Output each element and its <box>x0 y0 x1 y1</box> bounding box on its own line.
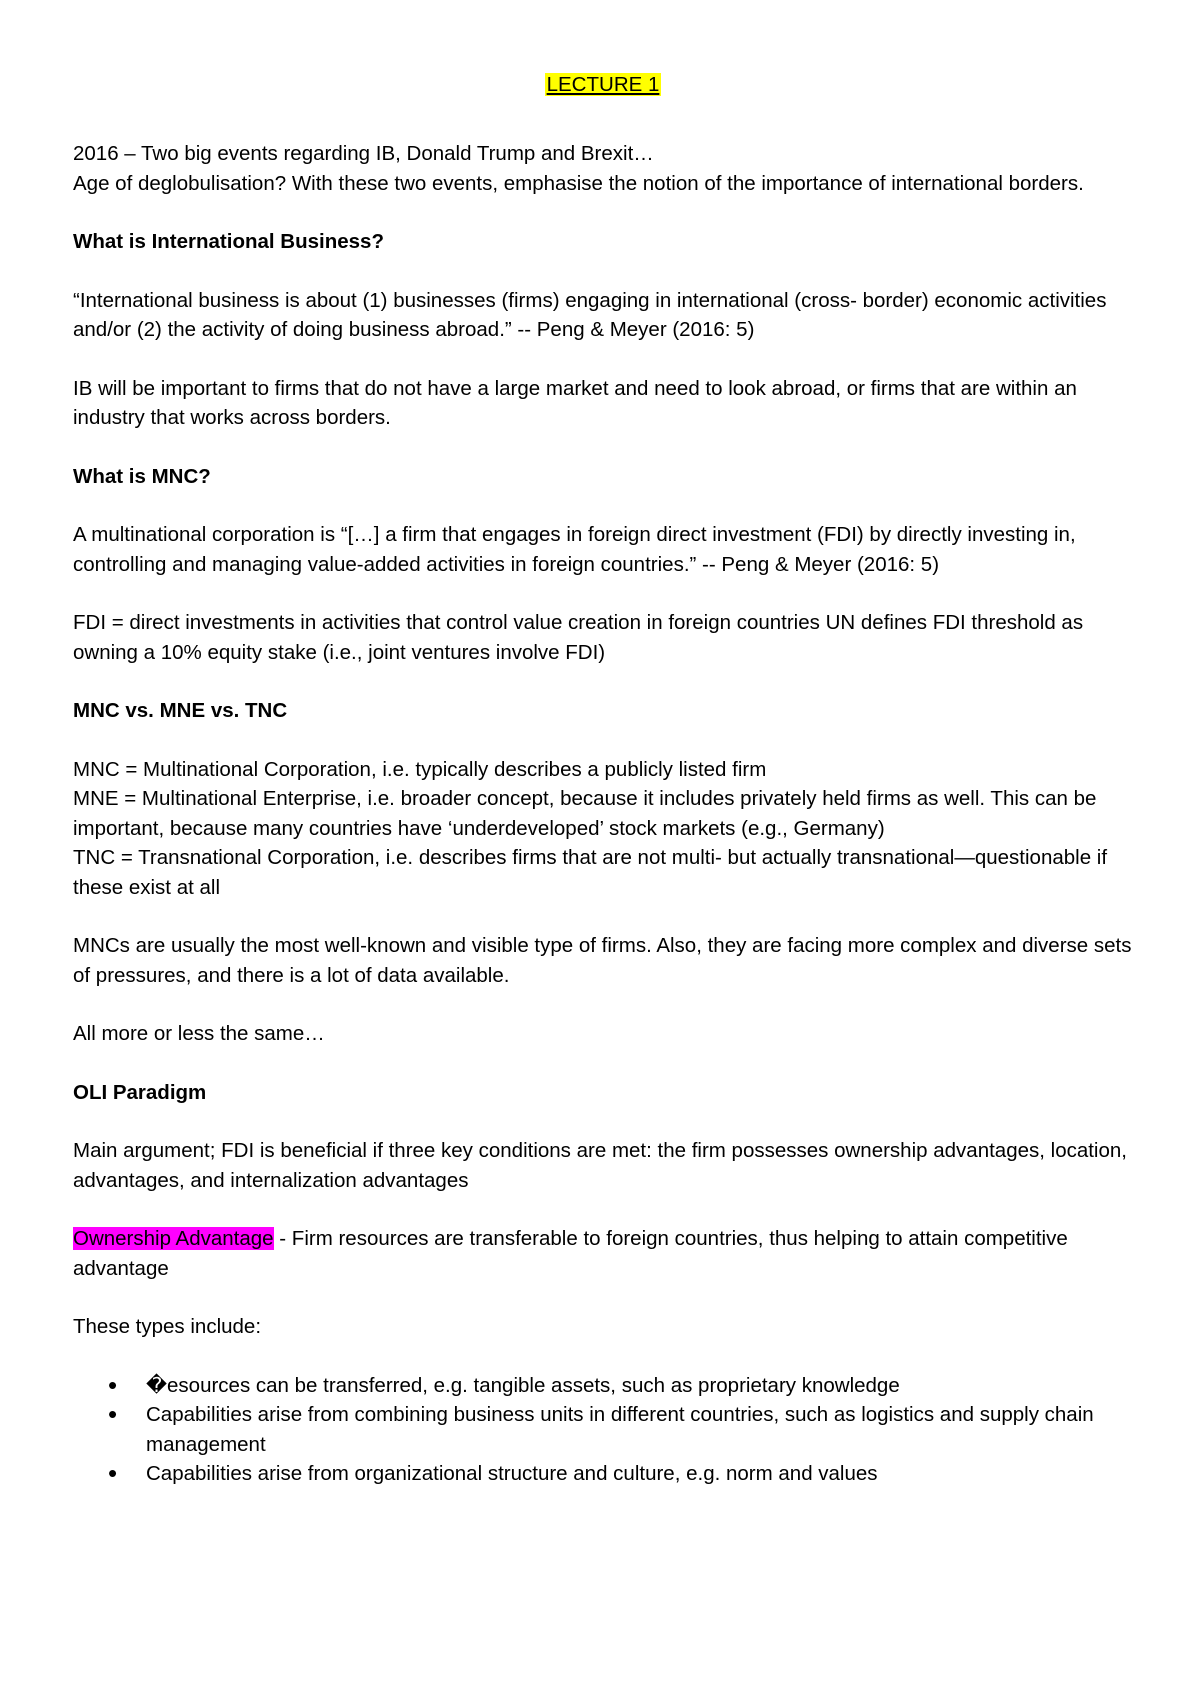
list-item: • Capabilities arise from organizational structure and culture, e.g. norm and values <box>146 1459 1133 1489</box>
title-row <box>73 70 1133 102</box>
mne-definition: MNE = Multinational Enterprise, i.e. broader concept, because it includes privately held firms as well. This can be important, because many countries have ‘underdeveloped’ stock markets (e.g., Germany) <box>73 787 1097 840</box>
list-item: • Capabilities arise from combining business units in different countries, such as logistics and supply chain management <box>146 1400 1133 1459</box>
ownership-types-list <box>73 1371 1133 1489</box>
tnc-definition: TNC = Transnational Corporation, i.e. describes firms that are not multi- but actually transnational—questionable if these exist at all <box>73 846 1108 899</box>
heading-mnc-vs-mne-vs-tnc: MNC vs. MNE vs. TNC <box>73 699 288 722</box>
heading-what-is-mnc: What is MNC? <box>73 464 211 488</box>
fdi-definition: FDI = direct investments in activities that control value creation in foreign countries UN defines FDI threshold as owning a 10% equity stake (i.e., joint ventures involve FDI) <box>73 611 1084 664</box>
heading-international-business: What is International Business? <box>73 230 384 253</box>
list-item: • �esources can be transferred, e.g. tangible assets, such as proprietary knowledge <box>146 1371 1133 1401</box>
all-same-note: All more or less the same… <box>73 1022 325 1045</box>
mnc-definition: MNC = Multinational Corporation, i.e. typically describes a publicly listed firm <box>73 757 767 781</box>
intro-line-2: Age of deglobulisation? With these two events, emphasise the notion of the importance of international borders. <box>73 171 1084 195</box>
oli-main-argument: Main argument; FDI is beneficial if three key conditions are met: the firm possesses ownership advantages, location, advantages, and internalization advantages <box>73 1139 1127 1192</box>
ownership-advantage-text: - Firm resources are transferable to foreign countries, thus helping to attain competitive advantage <box>73 1227 1068 1280</box>
intro-line-1: 2016 – Two big events regarding IB, Donald Trump and Brexit… <box>73 142 654 165</box>
document-page <box>73 70 1133 1489</box>
types-intro: These types include: <box>73 1315 262 1338</box>
heading-oli-paradigm: OLI Paradigm <box>73 1080 207 1104</box>
ownership-advantage-label: Ownership Advantage <box>73 1227 274 1250</box>
ib-importance-note: IB will be important to firms that do not have a large market and need to look abroad, or firms that are within an industry that works across borders. <box>73 376 1077 429</box>
mnc-definition-quote: A multinational corporation is “[…] a firm that engages in foreign direct investment (FDI) by directly investing in, controlling and managing value-added activities in foreign countries.” -- Peng & Meyer (2016: 5) <box>73 523 1076 576</box>
mnc-usual-note: MNCs are usually the most well-known and visible type of firms. Also, they are facing more complex and diverse sets of pressures, and there is a lot of data available. <box>73 934 1132 987</box>
page-title: LECTURE 1 <box>546 73 660 96</box>
ib-definition-quote: “International business is about (1) businesses (firms) engaging in international (cross- border) economic activities and/or (2) the activity of doing business abroad.” -- Peng & Meyer (2016: 5) <box>73 288 1107 341</box>
ownership-advantage-paragraph <box>73 1224 1133 1283</box>
